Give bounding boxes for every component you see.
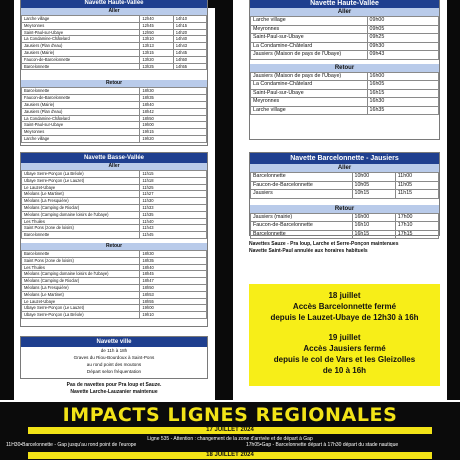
time-cell: 10h00 [352,173,395,182]
haute-right-retour-table [250,72,439,116]
stop-name-cell: Saint-Paul-sur-Ubaye [251,34,368,43]
stop-name-cell: Saint Pons (zone de loisirs) [22,257,140,264]
time-cell: 10h05 [352,181,395,190]
table-row [22,298,207,305]
time-cell: 14h43 [173,43,206,50]
table-row [251,51,439,60]
time-cell: 19h20 [140,135,207,142]
time-cell: 09h25 [367,34,438,43]
stop-name-cell: Jausiers (Mairie) [22,101,140,108]
basse-vallee-panel [20,152,208,327]
right-note-line: Navette Saint-Paul annulée aux horaires habituels [249,248,368,254]
time-cell: 11h00 [395,173,438,182]
table-row [22,43,207,50]
stop-name-cell: Faucon-de-Barcelonnette [251,222,353,231]
left-note-line: Pas de navettes pour Pra loup et Sauze. [66,382,162,388]
table-row [22,257,207,264]
time-cell: 18h55 [140,298,207,305]
time-cell: 11h18 [140,177,207,184]
banner-bullet-left: 11H30•Barcelonnette - Gap jusqu'au rond point de l'europe [6,442,137,448]
table-row [251,222,439,231]
time-cell: 14h20 [173,29,206,36]
jausiers-header: Navette Barcelonnette - Jausiers [250,153,439,164]
time-cell: 10h15 [352,190,395,199]
table-row [22,36,207,43]
stop-name-cell: Larche village [22,16,140,23]
alert-date-1: 18 juillet [328,291,361,300]
table-row [22,95,207,102]
table-row [22,232,207,239]
stop-name-cell: Méolans (Camping domaine loisirs de l'Ubaye) [22,271,140,278]
time-cell: 12h50 [140,29,173,36]
stop-name-cell: Meyronnes [22,129,140,136]
stop-name-cell: Ubaye Serre-Ponçon (Le Lauzet) [22,305,140,312]
stop-name-cell: Méolans (Camping de Rioclar) [22,204,140,211]
haute-right-header: Navette Haute-Vallée [250,0,439,8]
time-cell: 11h05 [395,181,438,190]
table-row [22,250,207,257]
haute-right-retour: Retour [250,64,439,72]
time-cell: 18h30 [140,250,207,257]
stop-name-cell: Saint-Paul-sur-Ubaye [251,89,368,98]
table-row [22,101,207,108]
stop-name-cell: Ubaye Serre-Ponçon (La Bréole) [22,171,140,178]
haute-left-retour: Retour [21,80,207,87]
time-cell: 09h05 [367,25,438,34]
table-row [22,88,207,95]
basse-aller: Aller [21,163,207,170]
banner-title: IMPACTS LIGNES REGIONALES [62,404,398,426]
stop-name-cell: Barcelonnette [22,250,140,257]
haute-left-header: Navette Haute-Vallée [21,0,207,8]
time-cell: 16h15 [352,230,395,239]
stop-name-cell: Ubaye Serre-Ponçon (Le Lauzet) [22,177,140,184]
stop-name-cell: Saint Pons (zone de loisirs) [22,225,140,232]
time-cell: 16h00 [367,72,438,81]
time-cell: 09h30 [367,42,438,51]
time-cell: 11h25 [140,184,207,191]
stop-name-cell: Saint-Paul-sur-Ubaye [22,122,140,129]
black-column-right [447,0,460,400]
haute-left-retour-table [21,87,207,142]
time-cell: 16h30 [367,98,438,107]
haute-left-aller-table [21,15,207,70]
time-cell: 18h45 [140,271,207,278]
table-row [22,278,207,285]
time-cell: 16h05 [367,81,438,90]
time-cell: 17h15 [395,230,438,239]
time-cell: 12h45 [140,22,173,29]
banner-line-535: Ligne 535 - Attention : changement de la zone d'arrivée et de départ à Gap [147,436,313,442]
time-cell: 11h33 [140,204,207,211]
table-row [251,106,439,115]
table-row [251,213,439,222]
jausiers-aller-table [250,172,439,199]
ville-line: Graves du Riou-Bourdoux à Saint-Pons [73,355,155,360]
table-row [22,271,207,278]
table-row [22,122,207,129]
navette-ville-panel [20,336,208,379]
table-row [22,49,207,56]
stop-name-cell: Le Lauzet-Ubaye [22,184,140,191]
table-row [22,225,207,232]
time-cell: 18h42 [140,108,207,115]
table-row [22,218,207,225]
stop-name-cell: Jausiers (Plan d'eau) [22,108,140,115]
basse-aller-table [21,170,207,239]
stop-name-cell: Jausiers (Maison de pays de l'Ubaye) [251,51,368,60]
stop-name-cell: La Condamine-Châtelard [22,115,140,122]
jausiers-aller: Aller [250,164,439,172]
time-cell: 19h00 [140,305,207,312]
stop-name-cell: Jausiers (Mairie) [22,49,140,56]
table-row [22,312,207,319]
time-cell: 18h40 [140,101,207,108]
stop-name-cell: Jausiers (Maison de pays de l'Ubaye) [251,72,368,81]
jausiers-retour-table [250,213,439,240]
table-row [22,191,207,198]
stop-name-cell: Larche village [22,135,140,142]
time-cell: 11h40 [140,218,207,225]
jausiers-panel [249,152,440,236]
table-row [251,98,439,107]
basse-retour: Retour [21,243,207,250]
time-cell: 17h00 [395,213,438,222]
table-row [251,173,439,182]
time-cell: 11h45 [140,232,207,239]
alert-text-2c: de 10 à 16h [322,366,367,375]
time-cell: 11h30 [140,198,207,205]
haute-vallee-left-panel [20,0,208,146]
table-row [251,181,439,190]
ville-header: Navette ville [21,337,207,347]
stop-name-cell: Méolans (Camping domaine loisirs de l'Ubaye) [22,211,140,218]
table-row [251,72,439,81]
time-cell: 16h10 [352,222,395,231]
stop-name-cell: Les Thuiles [22,218,140,225]
table-row [22,29,207,36]
time-cell: 18h35 [140,95,207,102]
table-row [22,291,207,298]
stop-name-cell: Saint-Paul-sur-Ubaye [22,29,140,36]
black-column-middle [215,0,233,400]
basse-header: Navette Basse-Vallée [21,153,207,163]
banner-date-1: 17 JUILLET 2024 [28,427,432,434]
haute-right-aller: Aller [250,8,439,16]
time-cell: 17h10 [395,222,438,231]
time-cell: 14h40 [173,36,206,43]
right-note-line: Navettes Sauze - Pra loup, Larche et Serre-Ponçon maintenues [249,241,399,247]
table-row [22,284,207,291]
table-row [22,177,207,184]
stop-name-cell: La Condamine-Châtelard [251,42,368,51]
time-cell: 18h35 [140,257,207,264]
table-row [22,16,207,23]
banner-date-2: 18 JUILLET 2024 [28,452,432,459]
stop-name-cell: Les Thuiles [22,264,140,271]
table-row [22,56,207,63]
time-cell: 19h00 [140,122,207,129]
closure-alert-box [249,284,440,386]
alert-text-2b: depuis le col de Vars et les Gleizolles [273,355,416,364]
alert-text-2: Accès Jausiers fermé [303,344,386,353]
time-cell: 14h45 [173,49,206,56]
table-row [251,34,439,43]
table-row [251,42,439,51]
alert-text-1b: depuis le Lauzet-Ubaye de 12h30 à 16h [270,313,419,322]
left-note-line: Navette Larche-Lauzanier maintenue [70,389,158,395]
table-row [22,135,207,142]
stop-name-cell: Le Lauzet-Ubaye [22,298,140,305]
time-cell: 16h35 [367,106,438,115]
table-row [22,115,207,122]
time-cell: 14h15 [173,22,206,29]
time-cell: 13h20 [140,56,173,63]
stop-name-cell: Faucon-de-Barcelonnette [22,95,140,102]
time-cell: 18h47 [140,278,207,285]
black-block-middle [207,0,233,8]
stop-name-cell: Méolans (Le Martinet) [22,291,140,298]
stop-name-cell: Méolans (La Fresquière) [22,284,140,291]
alert-date-2: 19 juillet [328,333,361,342]
time-cell: 14h50 [173,56,206,63]
stop-name-cell: Méolans (La Fresquière) [22,198,140,205]
table-row [22,184,207,191]
stop-name-cell: Jausiers (mairie) [251,213,353,222]
table-row [22,22,207,29]
table-row [251,25,439,34]
stop-name-cell: Barcelonnette [251,230,353,239]
stop-name-cell: Larche village [251,17,368,26]
ville-line: au rond point des moutons [86,362,142,367]
time-cell: 14h55 [173,63,206,70]
stop-name-cell: Méolans (Camping de Rioclar) [22,278,140,285]
time-cell: 19h15 [140,129,207,136]
left-note [20,382,208,396]
banner-bullet-right: 17h05•Gap - Barcelonnette départ à 17h30 départ du stade nautique [246,442,399,448]
haute-left-aller: Aller [21,8,207,15]
time-cell: 18h40 [140,264,207,271]
table-row [22,204,207,211]
time-cell: 09h00 [367,17,438,26]
ville-line: Départ selon fréquentation [86,369,142,374]
stop-name-cell: Meyronnes [251,98,368,107]
stop-name-cell: Meyronnes [22,22,140,29]
stop-name-cell: La Condamine-Châtelard [22,36,140,43]
time-cell: 11h15 [140,171,207,178]
stop-name-cell: Larche village [251,106,368,115]
time-cell: 13h10 [140,36,173,43]
stop-name-cell: Meyronnes [251,25,368,34]
table-row [22,171,207,178]
alert-text-1: Accès Barcelonnette fermé [292,302,397,311]
table-row [251,190,439,199]
time-cell: 11h15 [395,190,438,199]
table-row [22,264,207,271]
table-row [22,129,207,136]
stop-name-cell: Barcelonnette [22,232,140,239]
table-row [22,108,207,115]
stop-name-cell: Faucon-de-Barcelonnette [22,56,140,63]
stop-name-cell: Barcelonnette [22,88,140,95]
haute-right-aller-table [250,16,439,60]
table-row [22,305,207,312]
time-cell: 19h10 [140,312,207,319]
time-cell: 11h43 [140,225,207,232]
table-row [251,230,439,239]
time-cell: 13h25 [140,63,173,70]
stop-name-cell: Ubaye Serre-Ponçon (La Bréole) [22,312,140,319]
table-row [251,81,439,90]
table-row [251,89,439,98]
table-row [22,63,207,70]
haute-vallee-right-panel [249,0,440,140]
ville-line: de 11h à 18h [100,348,128,353]
stop-name-cell: Barcelonnette [251,173,353,182]
black-column-left [0,0,14,400]
time-cell: 16h15 [367,89,438,98]
right-note [249,241,449,255]
time-cell: 12h40 [140,16,173,23]
time-cell: 14h10 [173,16,206,23]
time-cell: 16h00 [352,213,395,222]
time-cell: 18h30 [140,88,207,95]
time-cell: 18h50 [140,284,207,291]
jausiers-retour: Retour [250,205,439,213]
basse-retour-table [21,250,207,319]
time-cell: 11h35 [140,211,207,218]
time-cell: 09h43 [367,51,438,60]
time-cell: 11h27 [140,191,207,198]
stop-name-cell: Jausiers (Plan d'eau) [22,43,140,50]
stop-name-cell: Jausiers [251,190,353,199]
time-cell: 18h53 [140,291,207,298]
table-row [22,198,207,205]
stop-name-cell: Barcelonnette [22,63,140,70]
stop-name-cell: La Condamine-Châtelard [251,81,368,90]
time-cell: 18h50 [140,115,207,122]
time-cell: 13h13 [140,43,173,50]
stop-name-cell: Méolans (Le Martinet) [22,191,140,198]
table-row [251,17,439,26]
time-cell: 13h15 [140,49,173,56]
table-row [22,211,207,218]
stop-name-cell: Faucon-de-Barcelonnette [251,181,353,190]
